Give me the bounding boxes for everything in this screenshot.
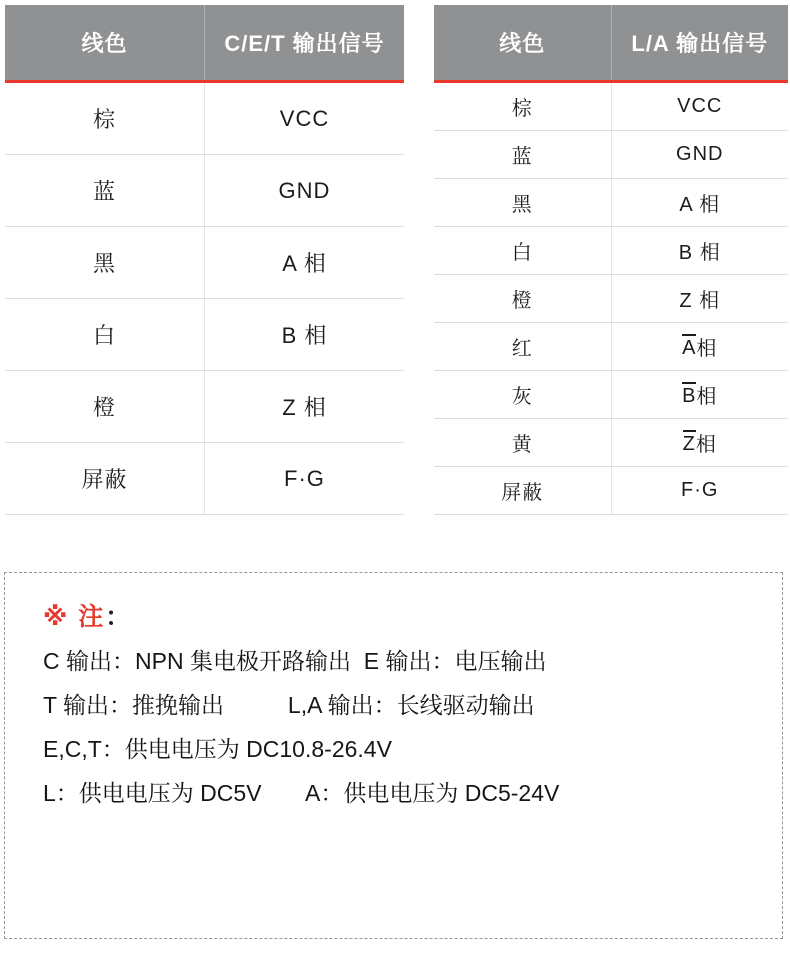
signal-cell: GND [278,177,331,203]
wire-color-cell: 灰 [434,371,612,418]
table-header-row [434,5,788,83]
signal-cell: Z 相 [612,419,789,466]
signal-cell: GND [676,143,724,165]
table-row [434,323,788,371]
note-line: E,C,T：供电电压为 DC10.8-26.4V [43,736,392,762]
la-signal-table [434,5,788,515]
note-line: C 输出：NPN 集电极开路输出 E 输出：电压输出 [43,648,547,674]
wire-color-cell: 棕 [434,83,612,130]
table-body [5,83,404,515]
table-row [5,155,404,227]
signal-cell: B 相 [678,242,721,264]
header-cell-signal: C/E/T 输出信号 [224,31,385,56]
table-row [5,83,404,155]
note-line: T 输出：推挽输出 L,A 输出：长线驱动输出 [43,692,535,718]
table-row [5,299,404,371]
wire-color-cell: 红 [434,323,612,370]
signal-cell: Z 相 [282,395,327,420]
header-cell-signal: L/A 输出信号 [631,31,769,56]
signal-cell: Z 相 [679,290,721,312]
overline-bar: Z [683,430,696,455]
notes-box [4,572,783,939]
signal-cell: A 相 [612,323,789,370]
table-row [434,275,788,323]
overline-bar: B [682,382,696,407]
wire-color-cell: 屏蔽 [434,467,612,514]
table-row [434,179,788,227]
signal-cell: B 相 [281,323,328,348]
table-row [434,371,788,419]
cet-signal-table [5,5,404,515]
table-header-row [5,5,404,83]
signal-cell: VCC [279,105,330,131]
signal-cell: F·G [284,465,325,491]
header-cell-wire-color: 线色 [5,5,205,80]
wire-color-cell: 白 [434,227,612,274]
table-row [434,419,788,467]
wire-color-cell: 黑 [5,227,205,298]
table-row [434,83,788,131]
note-colon: ： [105,603,133,631]
header-cell-wire-color: 线色 [434,5,612,80]
wire-color-cell: 橙 [434,275,612,322]
table-row [5,371,404,443]
table-row [5,227,404,299]
table-row [434,227,788,275]
note-title [43,595,762,639]
note-marker: ※ 注 [43,603,106,631]
table-row [5,443,404,515]
wire-color-cell: 屏蔽 [5,443,205,514]
wire-color-cell: 蓝 [434,131,612,178]
wire-color-cell: 棕 [5,83,205,154]
signal-cell: B 相 [612,371,789,418]
overline-bar: A [682,334,696,359]
table-row [434,131,788,179]
wire-color-cell: 蓝 [5,155,205,226]
table-row [434,467,788,515]
wire-color-cell: 橙 [5,371,205,442]
note-line: L：供电电压为 DC5V A：供电电压为 DC5-24V [43,780,560,806]
signal-cell: VCC [677,95,723,117]
wire-color-cell: 黄 [434,419,612,466]
table-body [434,83,788,515]
wire-color-cell: 白 [5,299,205,370]
signal-cell: A 相 [282,251,327,276]
signal-cell: A 相 [679,194,721,216]
signal-cell: F·G [681,479,719,501]
wire-color-cell: 黑 [434,179,612,226]
